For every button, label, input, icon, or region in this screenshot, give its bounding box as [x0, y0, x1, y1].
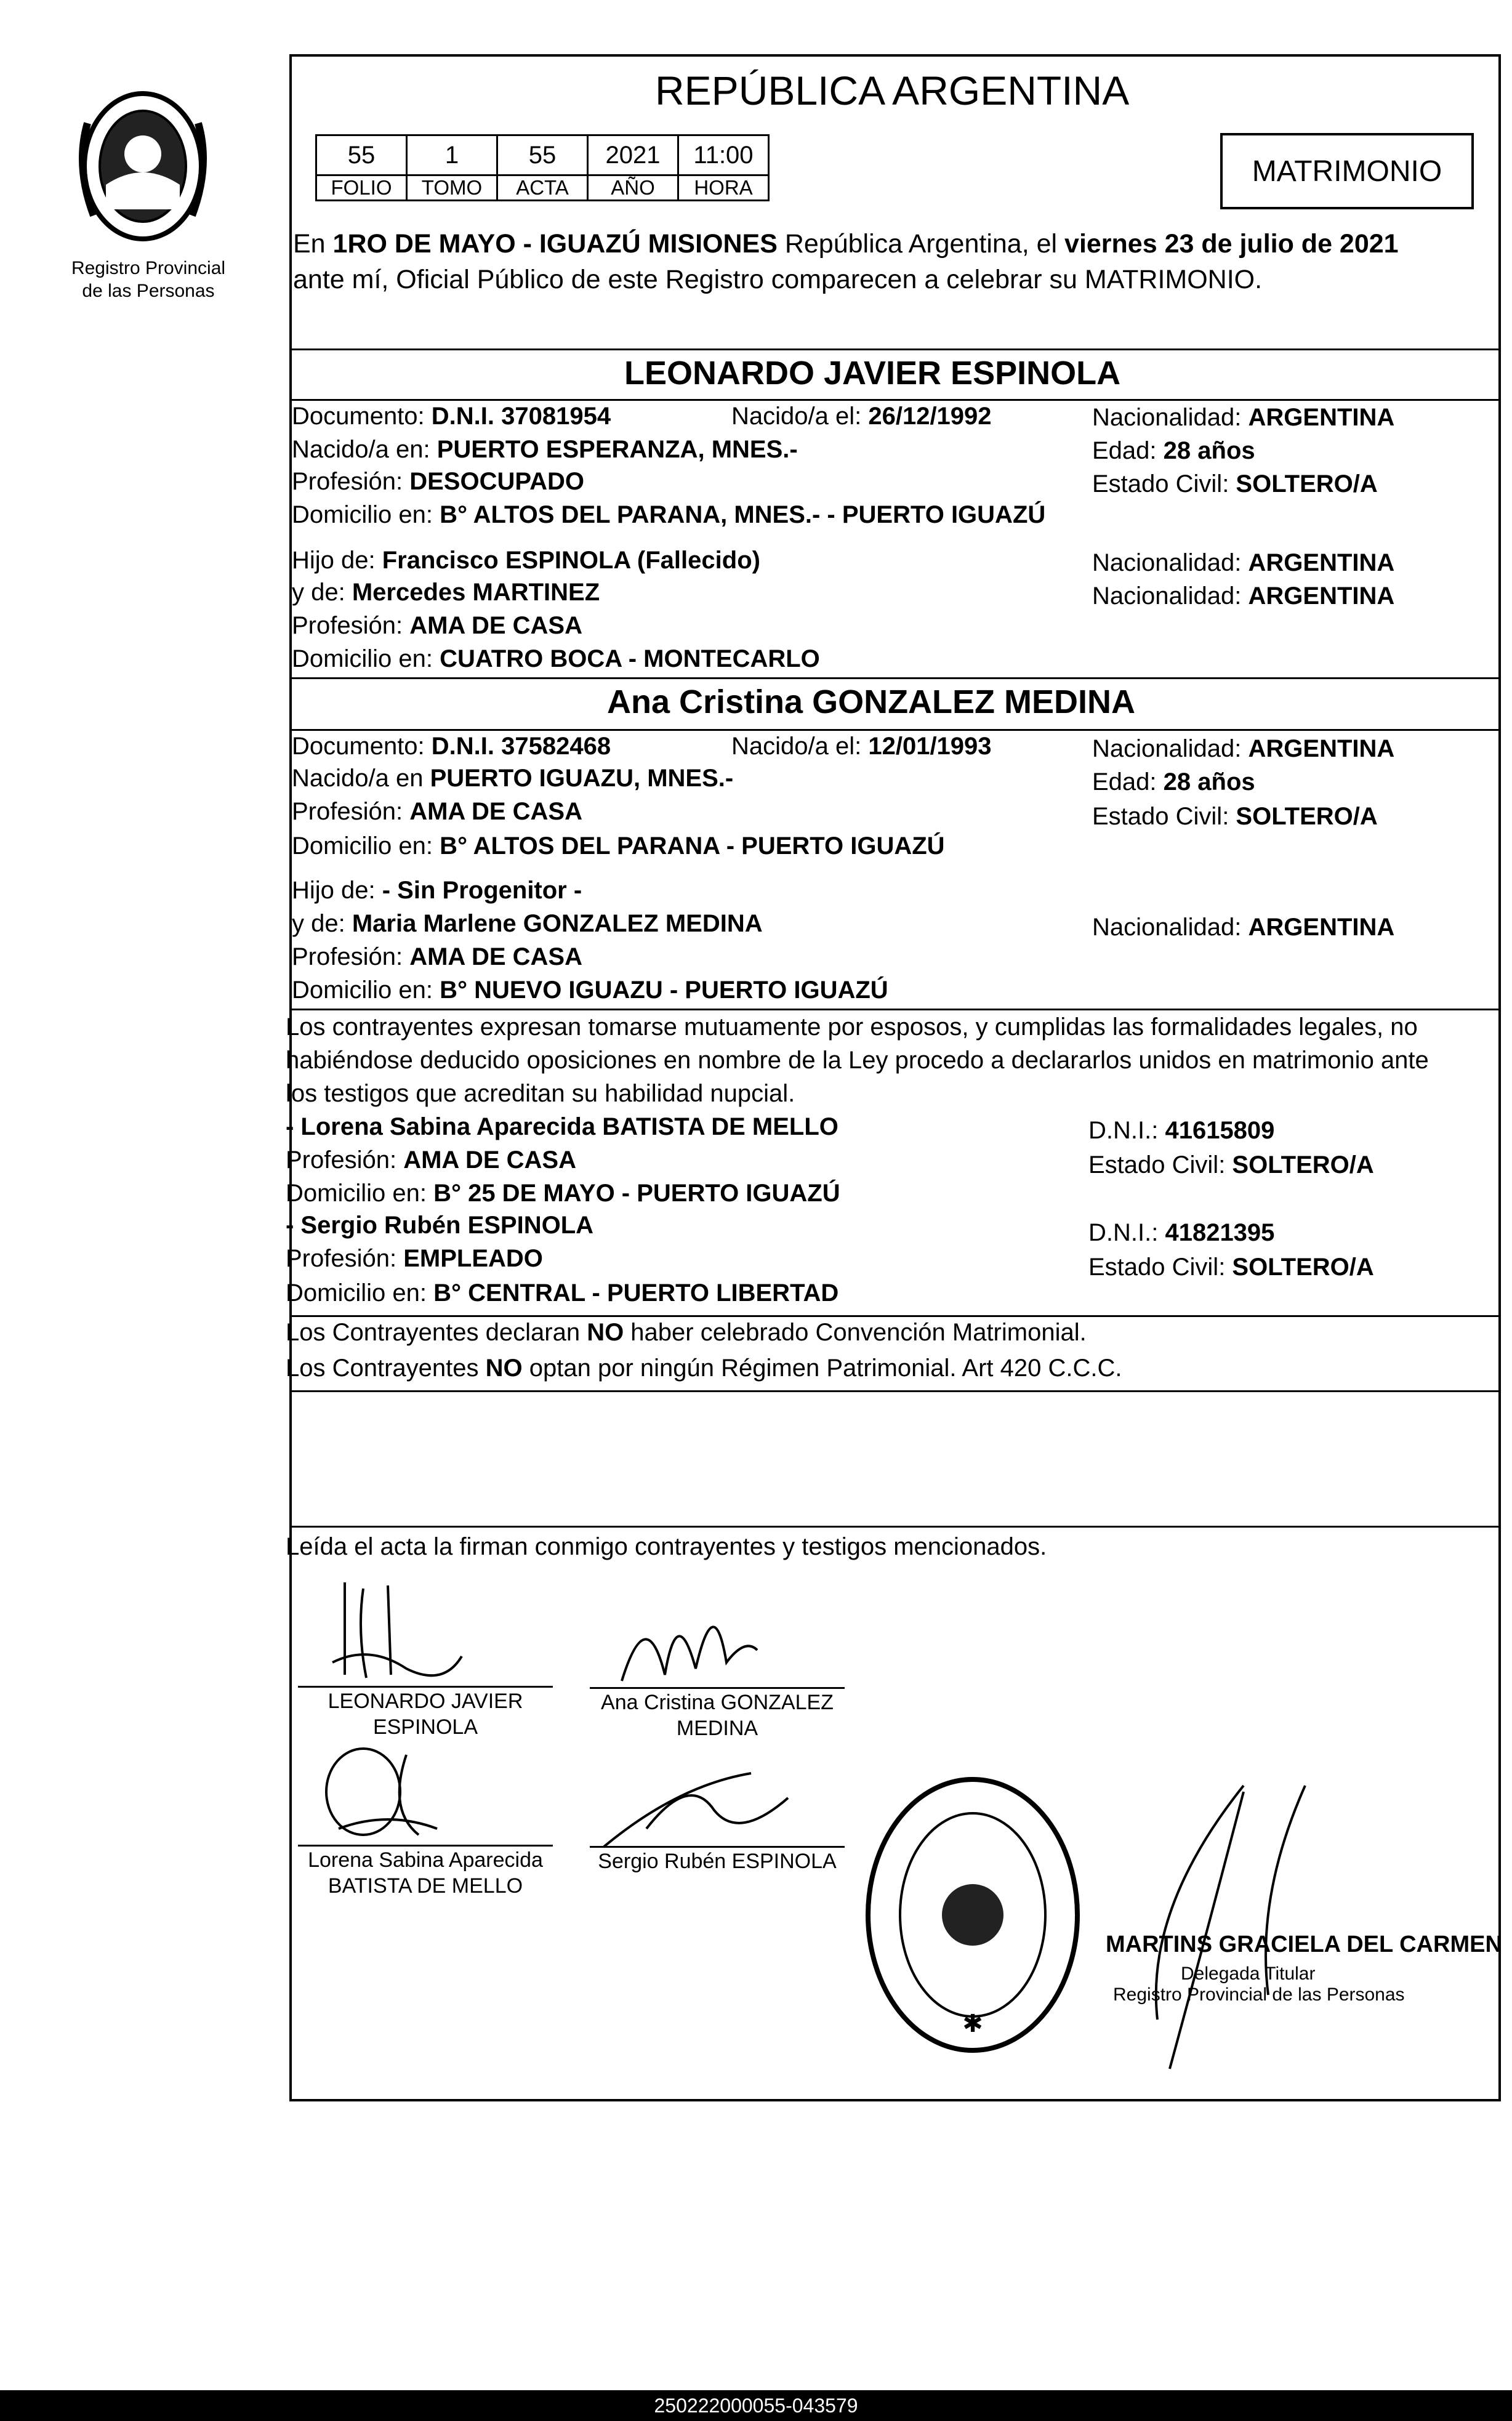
convencion-line-1: Los Contrayentes declaran NO haber celebrado Convención Matrimonial.	[286, 1319, 1087, 1346]
page-title: REPÚBLICA ARGENTINA	[655, 68, 1130, 113]
c2-domicilio: Domicilio en: B° ALTOS DEL PARANA - PUERTO IGUAZÚ	[292, 832, 945, 860]
testigo-1-dni: D.N.I.: 41615809	[1088, 1117, 1275, 1144]
contrayente-2-name: Ana Cristina GONZALEZ MEDINA	[607, 683, 1136, 720]
c1-nacionalidad: Nacionalidad: ARGENTINA	[1092, 404, 1395, 431]
acta-value: 55	[497, 135, 588, 175]
c1-madre-domicilio: Domicilio en: CUATRO BOCA - MONTECARLO	[292, 645, 820, 672]
c2-profesion: Profesión: AMA DE CASA	[292, 798, 582, 825]
testigo-1-domicilio: Domicilio en: B° 25 DE MAYO - PUERTO IGUAZÚ	[286, 1180, 840, 1207]
folio-value: 55	[316, 135, 407, 175]
testigo-2-dni: D.N.I.: 41821395	[1088, 1219, 1275, 1246]
signature-3-icon	[314, 1736, 474, 1847]
anio-value: 2021	[588, 135, 678, 175]
c2-madre-domicilio: Domicilio en: B° NUEVO IGUAZU - PUERTO IGUAZÚ	[292, 977, 888, 1004]
intro-line-2: ante mí, Oficial Público de este Registro comparecen a celebrar su MATRIMONIO.	[293, 265, 1263, 294]
officer-signature-icon	[1120, 1773, 1379, 2081]
convencion-line-2: Los Contrayentes NO optan por ningún Régimen Patrimonial. Art 420 C.C.C.	[286, 1355, 1122, 1382]
c1-padre: Hijo de: Francisco ESPINOLA (Fallecido)	[292, 547, 760, 574]
hora-label: HORA	[678, 175, 769, 201]
c2-estado-civil: Estado Civil: SOLTERO/A	[1092, 803, 1378, 830]
officer-cargo: Delegada Titular	[1181, 1964, 1316, 1984]
acta-type-box: MATRIMONIO	[1220, 133, 1474, 209]
testigo-1-civil: Estado Civil: SOLTERO/A	[1088, 1151, 1374, 1178]
intro-line-1: En 1RO DE MAYO - IGUAZÚ MISIONES República Argentina, el viernes 23 de julio de 2021	[293, 229, 1399, 259]
official-stamp	[862, 1773, 1084, 2056]
testigo-1-profesion: Profesión: AMA DE CASA	[286, 1146, 576, 1174]
c2-documento: Documento: D.N.I. 37582468	[292, 733, 611, 760]
officer-org: Registro Provincial de las Personas	[1113, 1984, 1405, 2005]
tomo-label: TOMO	[407, 175, 497, 201]
document-id-footer: 250222000055-043579	[0, 2390, 1512, 2421]
signature-4-icon	[591, 1761, 800, 1853]
declaracion-line-1: Los contrayentes expresan tomarse mutuamente por esposos, y cumplidas las formalidades legales, no	[286, 1013, 1418, 1041]
signature-1-name-2: ESPINOLA	[372, 1715, 478, 1739]
testigo-1-name: - Lorena Sabina Aparecida BATISTA DE MELLO	[286, 1113, 838, 1140]
c2-madre: y de: Maria Marlene GONZALEZ MEDINA	[292, 910, 763, 937]
signature-4-name-1: Sergio Rubén ESPINOLA	[598, 1850, 837, 1873]
registry-table	[315, 134, 770, 201]
logo-caption-1: Registro Provincial	[71, 258, 226, 278]
c2-madre-nacionalidad: Nacionalidad: ARGENTINA	[1092, 914, 1395, 941]
folio-label: FOLIO	[316, 175, 407, 201]
c1-documento: Documento: D.N.I. 37081954	[292, 403, 611, 430]
declaracion-line-2: habiéndose deducido oposiciones en nombre de la Ley procedo a declararlos unidos en matrimonio ante	[286, 1047, 1429, 1074]
logo-caption-2: de las Personas	[82, 281, 215, 301]
c1-lugar: Nacido/a en: PUERTO ESPERANZA, MNES.-	[292, 436, 798, 463]
c1-profesion: Profesión: DESOCUPADO	[292, 468, 584, 495]
c1-madre: y de: Mercedes MARTINEZ	[292, 579, 600, 606]
testigo-2-name: - Sergio Rubén ESPINOLA	[286, 1212, 594, 1239]
tomo-value: 1	[407, 135, 497, 175]
signature-2-icon	[609, 1576, 770, 1699]
c1-estado-civil: Estado Civil: SOLTERO/A	[1092, 470, 1378, 497]
officer-name: MARTINS GRACIELA DEL CARMEN	[1106, 1932, 1502, 1957]
testigo-2-domicilio: Domicilio en: B° CENTRAL - PUERTO LIBERTAD	[286, 1279, 839, 1307]
c2-padre: Hijo de: - Sin Progenitor -	[292, 877, 582, 904]
signature-2-name-2: MEDINA	[676, 1717, 758, 1740]
c1-edad: Edad: 28 años	[1092, 437, 1255, 464]
c1-padre-nacionalidad: Nacionalidad: ARGENTINA	[1092, 549, 1395, 576]
c1-nacido: Nacido/a el: 26/12/1992	[731, 403, 992, 430]
cierre-text: Leída el acta la firman conmigo contrayentes y testigos mencionados.	[286, 1533, 1047, 1560]
provincia-logo	[69, 86, 217, 252]
declaracion-line-3: los testigos que acreditan su habilidad nupcial.	[286, 1080, 795, 1107]
c2-madre-profesion: Profesión: AMA DE CASA	[292, 943, 582, 970]
c2-edad: Edad: 28 años	[1092, 768, 1255, 796]
signature-3-name-2: BATISTA DE MELLO	[328, 1874, 523, 1898]
c1-domicilio: Domicilio en: B° ALTOS DEL PARANA, MNES.- - PUERTO IGUAZÚ	[292, 501, 1046, 528]
stamp-seal-icon	[862, 1773, 1084, 2056]
svg-text:✱: ✱	[962, 2010, 983, 2038]
seal-emblem-icon	[69, 86, 217, 252]
testigo-2-profesion: Profesión: EMPLEADO	[286, 1245, 543, 1272]
signature-3-name-1: Lorena Sabina Aparecida	[308, 1848, 543, 1872]
signature-1-icon	[320, 1570, 480, 1693]
c2-nacido: Nacido/a el: 12/01/1993	[731, 733, 992, 760]
c2-nacionalidad: Nacionalidad: ARGENTINA	[1092, 735, 1395, 762]
hora-value: 11:00	[678, 135, 769, 175]
contrayente-1-name: LEONARDO JAVIER ESPINOLA	[624, 355, 1121, 392]
acta-label: ACTA	[497, 175, 588, 201]
testigo-2-civil: Estado Civil: SOLTERO/A	[1088, 1254, 1374, 1281]
c1-madre-nacionalidad: Nacionalidad: ARGENTINA	[1092, 582, 1395, 610]
signature-1-name-1: LEONARDO JAVIER	[328, 1690, 523, 1713]
signature-2-name-1: Ana Cristina GONZALEZ	[601, 1691, 834, 1714]
c2-lugar: Nacido/a en PUERTO IGUAZU, MNES.-	[292, 765, 734, 792]
c1-madre-profesion: Profesión: AMA DE CASA	[292, 612, 582, 639]
anio-label: AÑO	[588, 175, 678, 201]
